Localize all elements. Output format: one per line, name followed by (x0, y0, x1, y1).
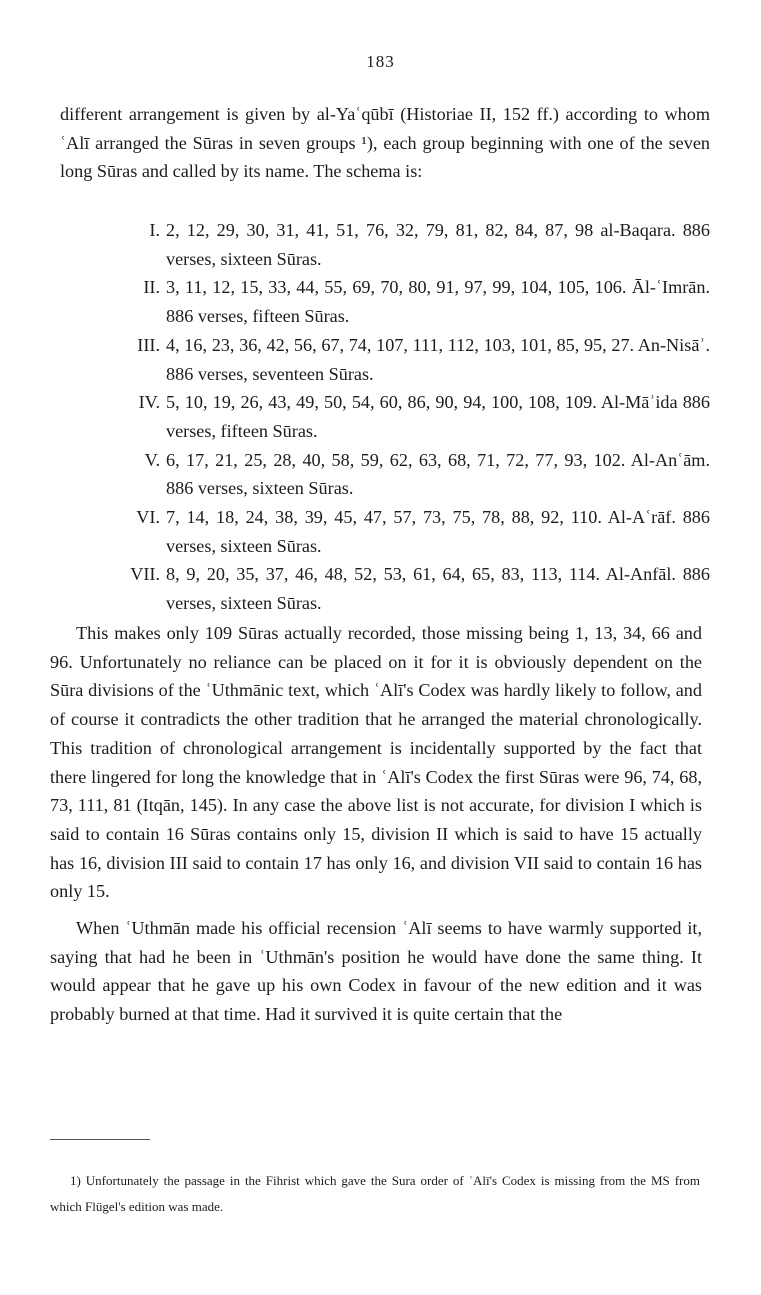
sura-groups-list (60, 216, 710, 618)
body-paragraph: When ʿUthmān made his official recension ʿAlī seems to have warmly supported it, saying that had he been in ʿUthmān's position he would have done the same thing. It would appear that he gave up his own Codex in favour of the new edition and it was probably burned at that time. Had it survived it is quite certain that the (50, 918, 702, 1025)
group-numeral: VI. (136, 507, 160, 528)
intro-paragraph: different arrangement is given by al-Yaʿqūbī (Historiae II, 152 ff.) according to whom ʿAlī arranged the Sūras in seven groups ¹), each group beginning with one of the seven long Sūras and called by its name. The schema is: (60, 104, 710, 182)
group-numeral: II. (143, 277, 160, 298)
page-number: 183 (366, 52, 395, 71)
group-item (60, 273, 710, 330)
group-text: 4, 16, 23, 36, 42, 56, 67, 74, 107, 111, 112, 103, 101, 85, 95, 27. An-Nisāʾ. 886 verses, seventeen Sūras. (166, 334, 710, 384)
group-text: 7, 14, 18, 24, 38, 39, 45, 47, 57, 73, 75, 78, 88, 92, 110. Al-Aʿrāf. 886 verses, sixteen Sūras. (166, 507, 710, 556)
group-text: 2, 12, 29, 30, 31, 41, 51, 76, 32, 79, 81, 82, 84, 87, 98 al-Baqara. 886 verses, sixteen Sūras. (166, 220, 710, 269)
footnote: 1) Unfortunately the passage in the Fihrist which gave the Sura order of ʿAlī's Codex is missing from the MS from which Flügel's edition was made. (50, 1173, 700, 1214)
group-numeral: III. (137, 334, 160, 355)
body-text (50, 619, 702, 1029)
group-numeral: VII. (130, 564, 160, 585)
group-item (60, 560, 710, 617)
group-item (60, 446, 710, 503)
group-numeral: I. (149, 220, 160, 240)
group-text: 3, 11, 12, 15, 33, 44, 55, 69, 70, 80, 91, 97, 99, 104, 105, 106. Āl-ʿImrān. 886 verses, fifteen Sūras. (166, 277, 710, 327)
group-item (60, 216, 710, 273)
group-item (60, 331, 710, 388)
footnote-rule (50, 1139, 150, 1140)
group-item (60, 388, 710, 445)
group-text: 8, 9, 20, 35, 37, 46, 48, 52, 53, 61, 64, 65, 83, 113, 114. Al-Anfāl. 886 verses, sixteen Sūras. (166, 564, 710, 614)
group-numeral: V. (144, 449, 160, 470)
group-item (60, 503, 710, 560)
body-paragraph: This makes only 109 Sūras actually recorded, those missing being 1, 13, 34, 66 and 96. Unfortunately no reliance can be placed on it for it is obviously dependent on the Sūra divisions of the ʿUthmānic text, which ʿAlī's Codex was hardly likely to follow, and of course it contradicts the other tradition that he arranged the material chronologically. This tradition of chronological arrangement is incidentally supported by the fact that there lingered for long the knowledge that in ʿAlī's Codex the first Sūras were 96, 74, 68, 73, 111, 81 (Itqān, 145). In any case the above list is not accurate, for division I which is said to contain 16 Sūras contains only 15, division II which is said to have 15 actually has 16, division III said to contain 17 has only 16, and division VII said to contain 16 has only 15. (50, 623, 702, 902)
group-text: 6, 17, 21, 25, 28, 40, 58, 59, 62, 63, 68, 71, 72, 77, 93, 102. Al-Anʿām. 886 verses, sixteen Sūras. (166, 449, 710, 499)
group-numeral: IV. (138, 392, 160, 413)
group-text: 5, 10, 19, 26, 43, 49, 50, 54, 60, 86, 90, 94, 100, 108, 109. Al-Māʾida 886 verses, fifteen Sūras. (166, 392, 710, 441)
